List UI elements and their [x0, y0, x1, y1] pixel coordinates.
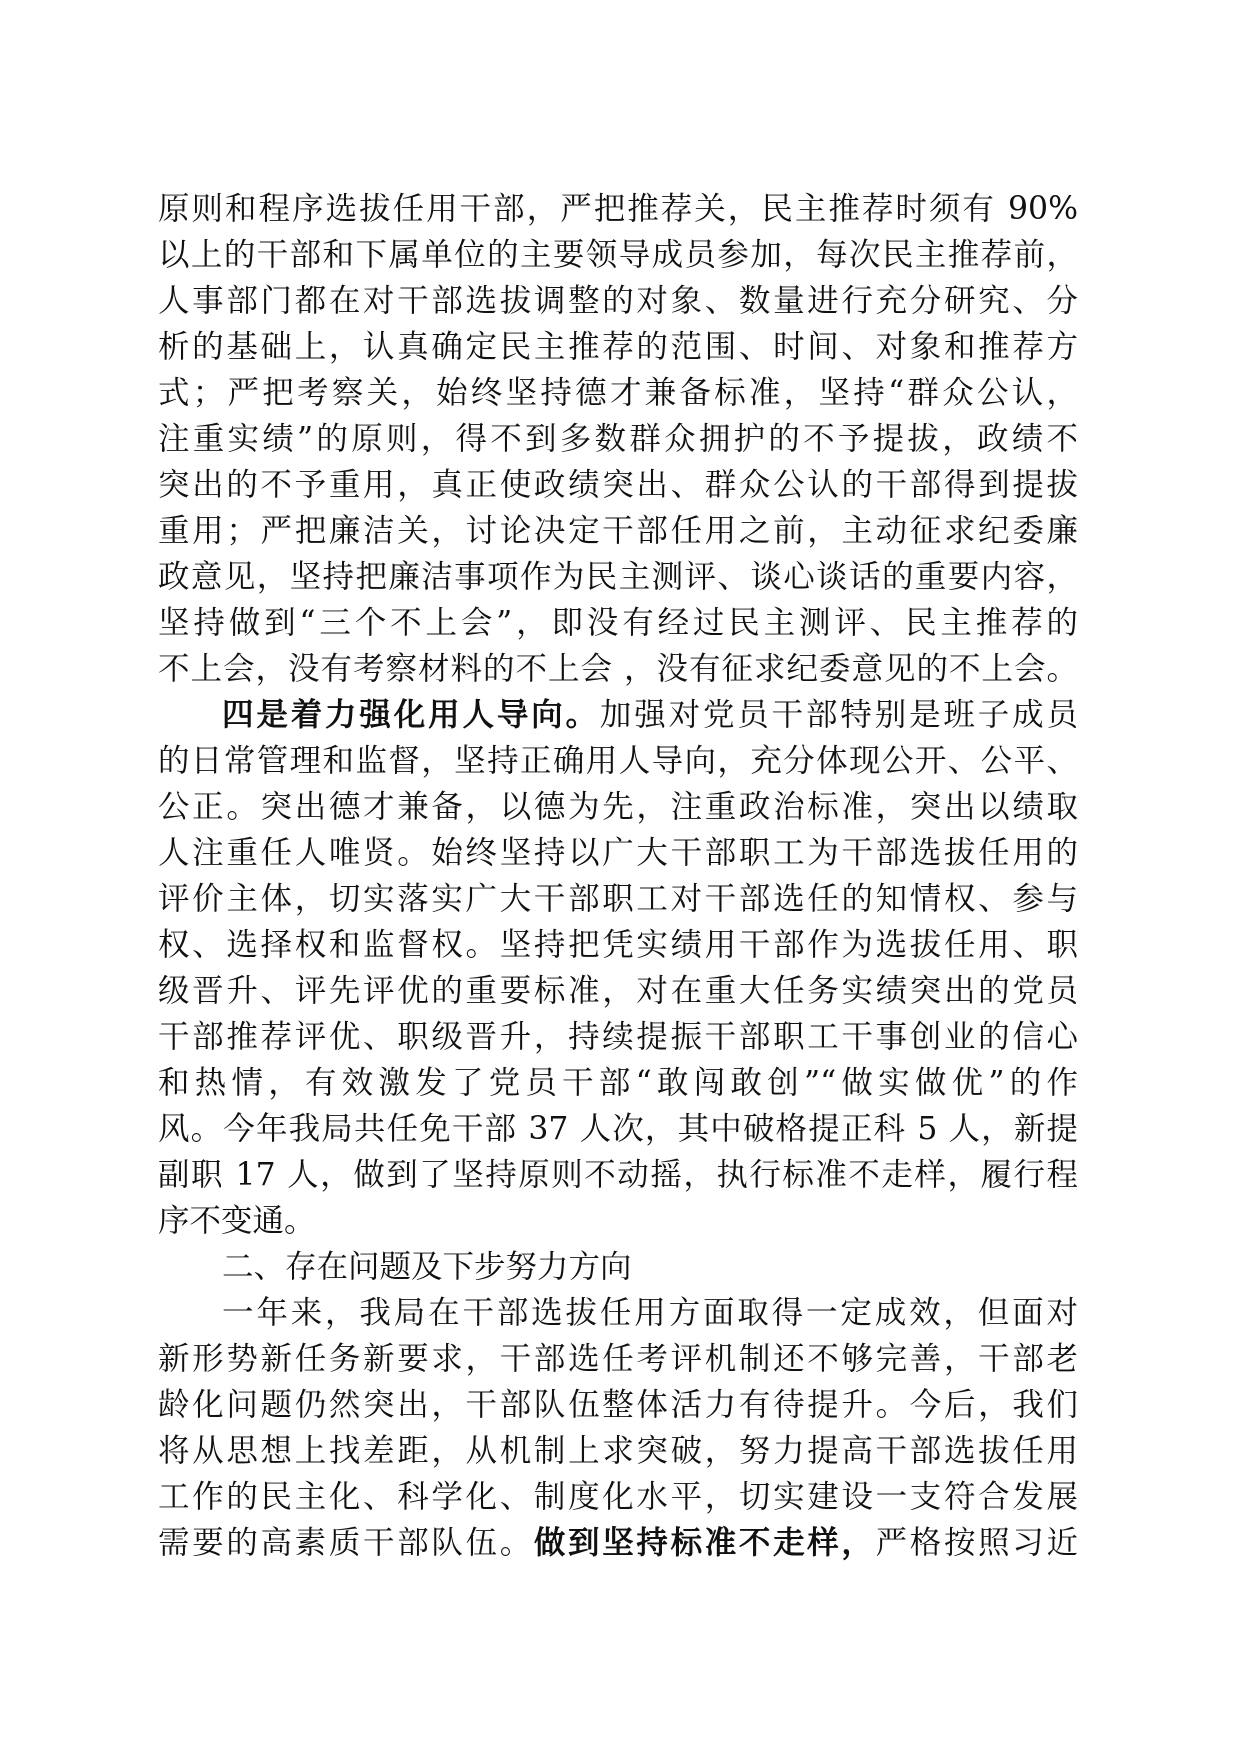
body-line: 将从思想上找差距，从机制上求突破，努力提高干部选拔任用	[158, 1433, 1078, 1469]
body-line: 序不变通。	[158, 1203, 316, 1239]
body-line: 和热情，有效激发了党员干部“敢闯敢创”“做实做优”的作	[158, 1065, 1078, 1101]
body-line: 原则和程序选拔任用干部，严把推荐关，民主推荐时须有 90%	[158, 191, 1078, 227]
body-line: 级晋升、评先评优的重要标准，对在重大任务实绩突出的党员	[158, 973, 1078, 1009]
body-line: 评价主体，切实落实广大干部职工对干部选任的知情权、参与	[158, 881, 1078, 917]
body-text: 严格按照习近	[875, 1525, 1078, 1561]
body-text: 需要的高素质干部队伍。	[158, 1525, 534, 1561]
body-line: 公正。突出德才兼备，以德为先，注重政治标准，突出以绩取	[158, 789, 1078, 825]
body-line: 新形势新任务新要求，干部选任考评机制还不够完善，干部老	[158, 1341, 1078, 1377]
body-line: 不上会，没有考察材料的不上会 ，没有征求纪委意见的不上会。	[158, 651, 1078, 687]
body-line: 人注重任人唯贤。始终坚持以广大干部职工为干部选拔任用的	[158, 835, 1078, 871]
body-line: 副职 17 人，做到了坚持原则不动摇，执行标准不走样，履行程	[158, 1157, 1078, 1193]
body-line: 风。今年我局共任免干部 37 人次，其中破格提正科 5 人，新提	[158, 1111, 1078, 1147]
section-heading: 二、存在问题及下步努力方向	[222, 1249, 632, 1285]
body-text: 加强对党员干部特别是班子成员	[599, 697, 1078, 733]
body-line: 的日常管理和监督，坚持正确用人导向，充分体现公开、公平、	[158, 743, 1078, 779]
body-line: 工作的民主化、科学化、制度化水平，切实建设一支符合发展	[158, 1479, 1078, 1515]
body-line: 突出的不予重用，真正使政绩突出、群众公认的干部得到提拔	[158, 467, 1078, 503]
body-line: 一年来，我局在干部选拔任用方面取得一定成效，但面对	[222, 1295, 1078, 1331]
body-line: 注重实绩”的原则，得不到多数群众拥护的不予提拔，政绩不	[158, 421, 1078, 457]
body-line: 权、选择权和监督权。坚持把凭实绩用干部作为选拔任用、职	[158, 927, 1078, 963]
body-line: 龄化问题仍然突出，干部队伍整体活力有待提升。今后，我们	[158, 1387, 1078, 1423]
body-line-with-bold	[158, 1520, 1078, 1566]
body-line: 以上的干部和下属单位的主要领导成员参加，每次民主推荐前，	[158, 237, 1078, 273]
body-line: 政意见，坚持把廉洁事项作为民主测评、谈心谈话的重要内容，	[158, 559, 1078, 595]
paragraph-4-first-line	[222, 692, 1078, 738]
bold-lead-phrase: 四是着力强化用人导向。	[222, 697, 600, 733]
body-line: 式；严把考察关，始终坚持德才兼备标准，坚持“群众公认，	[158, 375, 1078, 411]
body-line: 析的基础上，认真确定民主推荐的范围、时间、对象和推荐方	[158, 329, 1078, 365]
body-line: 坚持做到“三个不上会”，即没有经过民主测评、民主推荐的	[158, 605, 1078, 641]
body-line: 干部推荐评优、职级晋升，持续提振干部职工干事创业的信心	[158, 1019, 1078, 1055]
body-line: 重用；严把廉洁关，讨论决定干部任用之前，主动征求纪委廉	[158, 513, 1078, 549]
bold-lead-phrase: 做到坚持标准不走样，	[533, 1525, 876, 1561]
body-line: 人事部门都在对干部选拔调整的对象、数量进行充分研究、分	[158, 283, 1078, 319]
